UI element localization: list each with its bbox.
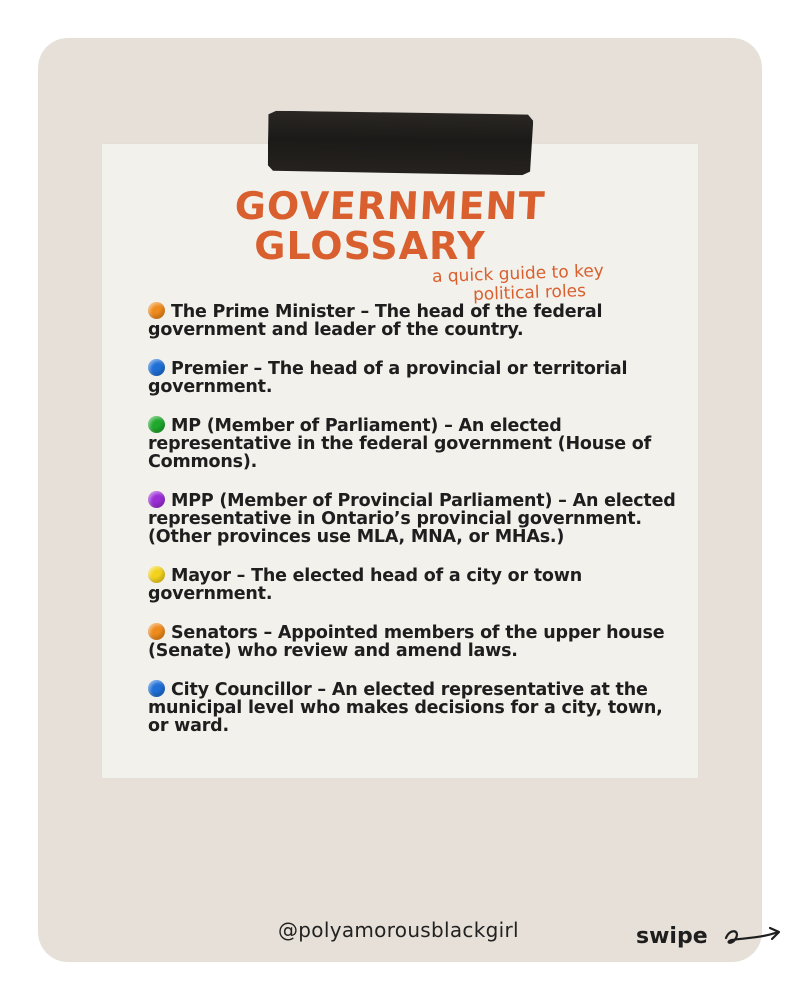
author-handle: @polyamorousblackgirl xyxy=(278,918,519,942)
tape-strip xyxy=(268,111,534,176)
green-circle-icon xyxy=(148,416,165,433)
glossary-list xyxy=(148,302,678,755)
entry-text: City Councillor – An elected representative at the municipal level who makes decisions for a city, town, or ward. xyxy=(148,680,663,736)
entry-text: MPP (Member of Provincial Parliament) – An elected representative in Ontario’s provincial government. (Other provinces use MLA, MNA, or MHAs.) xyxy=(148,491,676,547)
blue-circle-icon xyxy=(148,359,165,376)
entry-text: Senators – Appointed members of the upper house (Senate) who review and amend laws. xyxy=(148,623,665,661)
title-line-2: GLOSSARY xyxy=(254,224,486,268)
entry-text: Mayor – The elected head of a city or town government. xyxy=(148,566,582,604)
entry-text: MP (Member of Parliament) – An elected representative in the federal government (House of Commons). xyxy=(148,416,651,472)
orange-circle-icon xyxy=(148,623,165,640)
subtitle-line-1: a quick guide to key xyxy=(431,261,605,287)
entry-text: The Prime Minister – The head of the federal government and leader of the country. xyxy=(148,302,603,340)
purple-circle-icon xyxy=(148,491,165,508)
swipe-label: swipe xyxy=(636,924,708,949)
entry-text: Premier – The head of a provincial or territorial government. xyxy=(148,359,628,397)
orange-circle-icon xyxy=(148,302,165,319)
swipe-arrow-icon xyxy=(722,922,784,950)
glossary-entry xyxy=(148,623,678,660)
glossary-entry xyxy=(148,491,678,546)
yellow-circle-icon xyxy=(148,566,165,583)
glossary-entry xyxy=(148,359,678,396)
title-line-1: GOVERNMENT xyxy=(233,184,547,228)
glossary-entry xyxy=(148,416,678,471)
glossary-entry xyxy=(148,680,678,735)
blue-circle-icon xyxy=(148,680,165,697)
subtitle-line-2: political roles xyxy=(472,281,587,305)
glossary-entry xyxy=(148,302,678,339)
glossary-entry xyxy=(148,566,678,603)
